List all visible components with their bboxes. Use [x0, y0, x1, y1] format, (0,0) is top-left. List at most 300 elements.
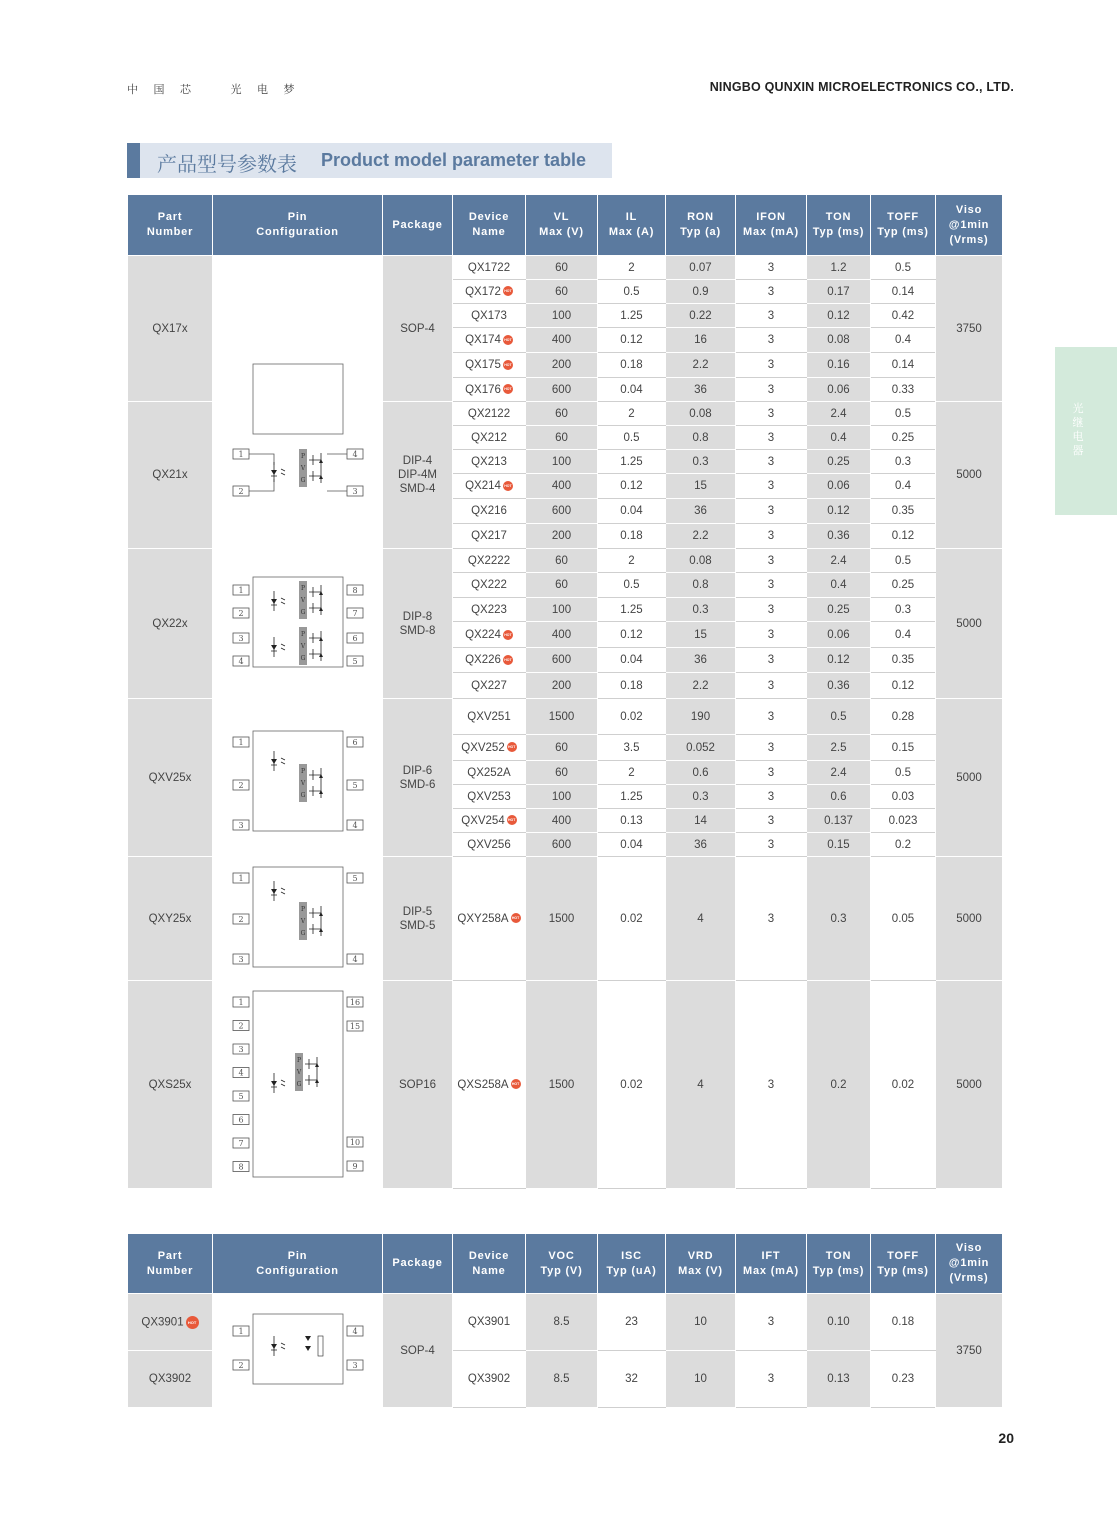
device-name-cell: QX222 — [453, 573, 526, 597]
svg-text:15: 15 — [349, 1022, 361, 1031]
header-vrd: VRD Max (V) — [666, 1234, 736, 1294]
vl-cell: 600 — [526, 833, 598, 857]
ton-cell: 0.06 — [807, 378, 871, 402]
table-row — [128, 981, 1003, 1189]
toff-cell: 0.023 — [871, 809, 936, 833]
table-row — [128, 256, 1003, 280]
ifon-cell: 3 — [736, 402, 807, 426]
toff-cell: 0.35 — [871, 647, 936, 673]
il-cell: 0.04 — [598, 833, 666, 857]
ton-cell: 0.16 — [807, 353, 871, 378]
ron-cell: 0.8 — [666, 573, 736, 597]
ifon-cell: 3 — [736, 809, 807, 833]
il-cell: 1.25 — [598, 304, 666, 328]
svg-text:P: P — [296, 1057, 302, 1064]
ifon-cell: 3 — [736, 549, 807, 573]
part-number-cell: QX22x — [128, 549, 213, 699]
device-name-cell: QX223 — [453, 597, 526, 621]
vl-cell: 60 — [526, 402, 598, 426]
ifon-cell: 3 — [736, 256, 807, 280]
part-number-cell: QX17x — [128, 256, 213, 402]
ton-cell: 0.13 — [807, 1351, 871, 1408]
svg-text:2: 2 — [238, 486, 244, 496]
device-name-cell: QXV256 — [453, 833, 526, 857]
viso-cell: 5000 — [936, 549, 1003, 699]
hot-badge: HOT — [511, 1079, 521, 1089]
title-en: Product model parameter table — [321, 150, 587, 170]
header-voc: VOC Typ (V) — [526, 1234, 598, 1294]
il-cell: 0.18 — [598, 524, 666, 549]
ifon-cell: 3 — [736, 597, 807, 621]
vl-cell: 60 — [526, 735, 598, 761]
device-name-cell: QX216 — [453, 499, 526, 524]
header-ron: RON Typ (a) — [666, 195, 736, 256]
part-number-cell: QX21x — [128, 402, 213, 549]
toff-cell: 0.3 — [871, 450, 936, 474]
svg-text:4: 4 — [352, 955, 358, 964]
ron-cell: 0.8 — [666, 426, 736, 450]
il-cell: 2 — [598, 761, 666, 785]
ton-cell: 0.3 — [807, 857, 871, 981]
toff-cell: 0.25 — [871, 426, 936, 450]
toff-cell: 0.15 — [871, 735, 936, 761]
svg-text:P: P — [300, 585, 306, 592]
header-vl: VL Max (V) — [526, 195, 598, 256]
svg-text:9: 9 — [352, 1162, 358, 1171]
il-cell: 0.04 — [598, 499, 666, 524]
toff-cell: 0.14 — [871, 280, 936, 304]
pin-diagram-sop4-photovoltaic — [213, 1294, 382, 1404]
vl-cell: 60 — [526, 426, 598, 450]
svg-text:5: 5 — [238, 1092, 244, 1101]
ton-cell: 0.25 — [807, 450, 871, 474]
ron-cell: 0.3 — [666, 785, 736, 809]
il-cell: 2 — [598, 256, 666, 280]
device-name-cell: QX2122 — [453, 402, 526, 426]
il-cell: 0.02 — [598, 981, 666, 1189]
svg-text:10: 10 — [349, 1138, 361, 1147]
hot-badge: HOT — [503, 630, 513, 640]
svg-text:4: 4 — [352, 449, 358, 459]
toff-cell: 0.4 — [871, 622, 936, 648]
ron-cell: 15 — [666, 474, 736, 499]
toff-cell: 0.25 — [871, 573, 936, 597]
header-part-number: Part Number — [128, 1234, 213, 1294]
svg-text:G: G — [296, 1081, 302, 1088]
svg-text:4: 4 — [352, 1327, 358, 1336]
device-name-cell: QX214 HOT — [453, 474, 526, 499]
svg-text:7: 7 — [238, 1139, 244, 1148]
parameter-table-1 — [127, 194, 1003, 1189]
header-isc: ISC Typ (uA) — [598, 1234, 666, 1294]
hot-badge: HOT — [503, 384, 513, 394]
ifon-cell: 3 — [736, 833, 807, 857]
package-cell: SOP16 — [383, 981, 453, 1189]
toff-cell: 0.12 — [871, 673, 936, 699]
svg-text:1: 1 — [238, 1327, 244, 1336]
svg-text:V: V — [300, 780, 306, 787]
ron-cell: 14 — [666, 809, 736, 833]
vl-cell: 100 — [526, 450, 598, 474]
toff-cell: 0.02 — [871, 981, 936, 1189]
vl-cell: 200 — [526, 673, 598, 699]
pin-configuration-cell — [213, 549, 383, 699]
hot-badge: HOT — [503, 335, 513, 345]
package-cell: SOP-4 — [383, 256, 453, 402]
ifon-cell: 3 — [736, 761, 807, 785]
svg-text:G: G — [300, 655, 306, 662]
vl-cell: 100 — [526, 304, 598, 328]
device-name-cell: QX217 — [453, 524, 526, 549]
il-cell: 2 — [598, 402, 666, 426]
il-cell: 1.25 — [598, 597, 666, 621]
svg-text:P: P — [300, 631, 306, 638]
toff-cell: 0.5 — [871, 761, 936, 785]
ifon-cell: 3 — [736, 647, 807, 673]
header-package: Package — [383, 195, 453, 256]
il-cell: 0.02 — [598, 699, 666, 735]
il-cell: 0.18 — [598, 673, 666, 699]
toff-cell: 0.28 — [871, 699, 936, 735]
vl-cell: 100 — [526, 597, 598, 621]
vl-cell: 1500 — [526, 857, 598, 981]
slogan-right: 光 电 梦 — [230, 83, 301, 96]
ron-cell: 2.2 — [666, 353, 736, 378]
device-name-cell: QX174 HOT — [453, 328, 526, 353]
svg-text:V: V — [300, 597, 306, 604]
pin-configuration-cell — [213, 699, 383, 857]
ton-cell: 0.36 — [807, 673, 871, 699]
device-name-cell: QX173 — [453, 304, 526, 328]
toff-cell: 0.42 — [871, 304, 936, 328]
device-name-cell: QX1722 — [453, 256, 526, 280]
svg-text:1: 1 — [238, 874, 244, 883]
ton-cell: 2.4 — [807, 402, 871, 426]
company-name: NINGBO QUNXIN MICROELECTRONICS CO., LTD. — [709, 80, 1014, 94]
viso-cell: 3750 — [936, 256, 1003, 402]
table1-header-row — [128, 195, 1003, 256]
header-ift: IFT Max (mA) — [736, 1234, 807, 1294]
ron-cell: 0.22 — [666, 304, 736, 328]
header-pin-configuration: Pin Configuration — [213, 1234, 383, 1294]
vl-cell: 100 — [526, 785, 598, 809]
device-name-cell: QX226 HOT — [453, 647, 526, 673]
device-name-cell: QX213 — [453, 450, 526, 474]
il-cell: 1.25 — [598, 450, 666, 474]
vl-cell: 200 — [526, 353, 598, 378]
part-number-cell: QX3902 — [128, 1351, 213, 1408]
toff-cell: 0.35 — [871, 499, 936, 524]
vl-cell: 60 — [526, 280, 598, 304]
il-cell: 0.02 — [598, 857, 666, 981]
svg-text:1: 1 — [238, 586, 244, 595]
hot-badge: HOT — [507, 742, 517, 752]
il-cell: 0.5 — [598, 573, 666, 597]
svg-text:8: 8 — [352, 586, 358, 595]
toff-cell: 0.4 — [871, 474, 936, 499]
toff-cell: 0.33 — [871, 378, 936, 402]
svg-text:V: V — [300, 918, 306, 925]
device-name-cell: QX212 — [453, 426, 526, 450]
ifon-cell: 3 — [736, 524, 807, 549]
il-cell: 0.12 — [598, 474, 666, 499]
ifon-cell: 3 — [736, 474, 807, 499]
ifon-cell: 3 — [736, 573, 807, 597]
ifon-cell: 3 — [736, 328, 807, 353]
ifon-cell: 3 — [736, 304, 807, 328]
header-toff: TOFF Typ (ms) — [871, 1234, 936, 1294]
ron-cell: 0.052 — [666, 735, 736, 761]
vl-cell: 1500 — [526, 981, 598, 1189]
viso-cell: 3750 — [936, 1294, 1003, 1408]
ift-cell: 3 — [736, 1351, 807, 1408]
header-viso: Viso @1min (Vrms) — [936, 1234, 1003, 1294]
toff-cell: 0.18 — [871, 1294, 936, 1351]
svg-text:P: P — [300, 906, 306, 913]
part-number-cell: QXS25x — [128, 981, 213, 1189]
pin-diagram-dip6 — [213, 699, 382, 853]
il-cell: 0.04 — [598, 647, 666, 673]
svg-text:1: 1 — [238, 738, 244, 747]
toff-cell: 0.4 — [871, 328, 936, 353]
svg-text:1: 1 — [238, 998, 244, 1007]
toff-cell: 0.5 — [871, 549, 936, 573]
vl-cell: 60 — [526, 761, 598, 785]
ifon-cell: 3 — [736, 785, 807, 809]
pin-diagram-sop16 — [213, 981, 382, 1185]
toff-cell: 0.05 — [871, 857, 936, 981]
device-name-cell: QX227 — [453, 673, 526, 699]
ron-cell: 0.3 — [666, 450, 736, 474]
svg-text:4: 4 — [238, 657, 244, 666]
ton-cell: 2.5 — [807, 735, 871, 761]
ton-cell: 0.6 — [807, 785, 871, 809]
svg-text:4: 4 — [352, 821, 358, 830]
voc-cell: 8.5 — [526, 1351, 598, 1408]
part-number-cell: QXY25x — [128, 857, 213, 981]
ton-cell: 0.12 — [807, 499, 871, 524]
ron-cell: 0.08 — [666, 549, 736, 573]
ton-cell: 0.5 — [807, 699, 871, 735]
il-cell: 0.5 — [598, 426, 666, 450]
svg-text:2: 2 — [238, 1361, 244, 1370]
side-tab-label: 光继电器 — [1072, 402, 1084, 457]
ron-cell: 0.6 — [666, 761, 736, 785]
toff-cell: 0.3 — [871, 597, 936, 621]
vl-cell: 60 — [526, 549, 598, 573]
isc-cell: 23 — [598, 1294, 666, 1351]
header-package: Package — [383, 1234, 453, 1294]
table2-header-row — [128, 1234, 1003, 1294]
toff-cell: 0.5 — [871, 256, 936, 280]
package-cell: DIP-4 DIP-4M SMD-4 — [383, 402, 453, 549]
table-row — [128, 549, 1003, 573]
table-row — [128, 857, 1003, 981]
svg-text:3: 3 — [238, 821, 244, 830]
table-row — [128, 1294, 1003, 1351]
ton-cell: 0.10 — [807, 1294, 871, 1351]
il-cell: 2 — [598, 549, 666, 573]
pin-configuration-cell — [213, 1294, 383, 1408]
svg-text:3: 3 — [352, 1361, 358, 1370]
ron-cell: 2.2 — [666, 524, 736, 549]
toff-cell: 0.5 — [871, 402, 936, 426]
svg-text:8: 8 — [238, 1162, 244, 1172]
vl-cell: 200 — [526, 524, 598, 549]
svg-text:5: 5 — [352, 874, 358, 883]
svg-text:6: 6 — [352, 738, 358, 747]
ifon-cell: 3 — [736, 499, 807, 524]
header-viso: Viso @1min (Vrms) — [936, 195, 1003, 256]
svg-text:3: 3 — [238, 634, 244, 643]
svg-text:V: V — [300, 643, 306, 650]
page-number: 20 — [998, 1430, 1014, 1446]
ron-cell: 36 — [666, 833, 736, 857]
hot-badge: HOT — [511, 913, 521, 923]
header-il: IL Max (A) — [598, 195, 666, 256]
svg-text:2: 2 — [238, 1021, 244, 1031]
ron-cell: 190 — [666, 699, 736, 735]
header-pin-configuration: Pin Configuration — [213, 195, 383, 256]
svg-text:2: 2 — [238, 915, 244, 924]
il-cell: 0.18 — [598, 353, 666, 378]
table-row — [128, 699, 1003, 735]
vl-cell: 60 — [526, 573, 598, 597]
device-name-cell: QX224 HOT — [453, 622, 526, 648]
isc-cell: 32 — [598, 1351, 666, 1408]
svg-text:G: G — [300, 609, 306, 616]
device-name-cell: QX172 HOT — [453, 280, 526, 304]
svg-text:16: 16 — [349, 998, 361, 1007]
svg-text:G: G — [300, 792, 306, 799]
ton-cell: 0.12 — [807, 304, 871, 328]
hot-badge: HOT — [507, 815, 517, 825]
ton-cell: 0.06 — [807, 474, 871, 499]
svg-text:6: 6 — [352, 634, 358, 643]
pin-diagram-dip8 — [213, 549, 382, 695]
header-device-name: Device Name — [453, 1234, 526, 1294]
svg-text:V: V — [300, 464, 306, 472]
device-name-cell: QX175 HOT — [453, 353, 526, 378]
ron-cell: 36 — [666, 647, 736, 673]
viso-cell: 5000 — [936, 981, 1003, 1189]
package-cell: SOP-4 — [383, 1294, 453, 1408]
ron-cell: 0.9 — [666, 280, 736, 304]
device-name-cell: QXV251 — [453, 699, 526, 735]
ifon-cell: 3 — [736, 280, 807, 304]
svg-text:5: 5 — [352, 657, 358, 666]
part-number-cell: QX3901 HOT — [128, 1294, 213, 1351]
header-ton: TON Typ (ms) — [807, 195, 871, 256]
device-name-cell: QXV253 — [453, 785, 526, 809]
ton-cell: 1.2 — [807, 256, 871, 280]
voc-cell: 8.5 — [526, 1294, 598, 1351]
ton-cell: 0.4 — [807, 573, 871, 597]
section-title — [127, 143, 612, 178]
il-cell: 0.12 — [598, 622, 666, 648]
svg-text:3: 3 — [352, 486, 358, 496]
il-cell: 3.5 — [598, 735, 666, 761]
il-cell: 0.04 — [598, 378, 666, 402]
pin-configuration-cell — [213, 981, 383, 1189]
vl-cell: 1500 — [526, 699, 598, 735]
hot-badge: HOT — [503, 655, 513, 665]
ifon-cell: 3 — [736, 426, 807, 450]
toff-cell: 0.23 — [871, 1351, 936, 1408]
device-name-cell: QXS258A HOT — [453, 981, 526, 1189]
vrd-cell: 10 — [666, 1294, 736, 1351]
ifon-cell: 3 — [736, 981, 807, 1189]
ift-cell: 3 — [736, 1294, 807, 1351]
ton-cell: 0.12 — [807, 647, 871, 673]
side-category-tab[interactable] — [1055, 347, 1117, 515]
svg-text:2: 2 — [238, 781, 244, 790]
device-name-cell: QXV252 HOT — [453, 735, 526, 761]
vl-cell: 400 — [526, 809, 598, 833]
ron-cell: 2.2 — [666, 673, 736, 699]
ifon-cell: 3 — [736, 735, 807, 761]
ron-cell: 15 — [666, 622, 736, 648]
svg-text:G: G — [300, 476, 306, 484]
il-cell: 1.25 — [598, 785, 666, 809]
svg-text:P: P — [300, 768, 306, 775]
ron-cell: 16 — [666, 328, 736, 353]
header-toff: TOFF Typ (ms) — [871, 195, 936, 256]
vl-cell: 400 — [526, 622, 598, 648]
vl-cell: 600 — [526, 378, 598, 402]
vrd-cell: 10 — [666, 1351, 736, 1408]
svg-text:7: 7 — [352, 609, 358, 618]
pin-diagram-sop4 — [213, 328, 382, 496]
ton-cell: 0.36 — [807, 524, 871, 549]
pin-diagram-dip5 — [213, 857, 382, 977]
vl-cell: 60 — [526, 256, 598, 280]
ifon-cell: 3 — [736, 857, 807, 981]
package-cell: DIP-8 SMD-8 — [383, 549, 453, 699]
pin-configuration-cell — [213, 256, 383, 549]
header-part-number: Part Number — [128, 195, 213, 256]
toff-cell: 0.03 — [871, 785, 936, 809]
package-cell: DIP-5 SMD-5 — [383, 857, 453, 981]
ton-cell: 0.06 — [807, 622, 871, 648]
svg-text:3: 3 — [238, 955, 244, 964]
ron-cell: 36 — [666, 378, 736, 402]
package-cell: DIP-6 SMD-6 — [383, 699, 453, 857]
viso-cell: 5000 — [936, 402, 1003, 549]
slogan-left: 中 国 芯 — [127, 83, 197, 96]
ton-cell: 0.4 — [807, 426, 871, 450]
hot-badge: HOT — [503, 360, 513, 370]
ifon-cell: 3 — [736, 673, 807, 699]
part-number-cell: QXV25x — [128, 699, 213, 857]
header-ifon: IFON Max (mA) — [736, 195, 807, 256]
ifon-cell: 3 — [736, 353, 807, 378]
title-accent-bar — [127, 143, 140, 178]
device-name-cell: QXV254 HOT — [453, 809, 526, 833]
hot-badge: HOT — [503, 481, 513, 491]
ton-cell: 2.4 — [807, 761, 871, 785]
ton-cell: 2.4 — [807, 549, 871, 573]
svg-text:1: 1 — [238, 449, 244, 459]
hot-badge: HOT — [503, 286, 513, 296]
il-cell: 0.12 — [598, 328, 666, 353]
device-name-cell: QX3901 — [453, 1294, 526, 1351]
il-cell: 0.13 — [598, 809, 666, 833]
svg-text:G: G — [300, 930, 306, 937]
svg-text:V: V — [296, 1069, 302, 1076]
ron-cell: 36 — [666, 499, 736, 524]
header-ton: TON Typ (ms) — [807, 1234, 871, 1294]
